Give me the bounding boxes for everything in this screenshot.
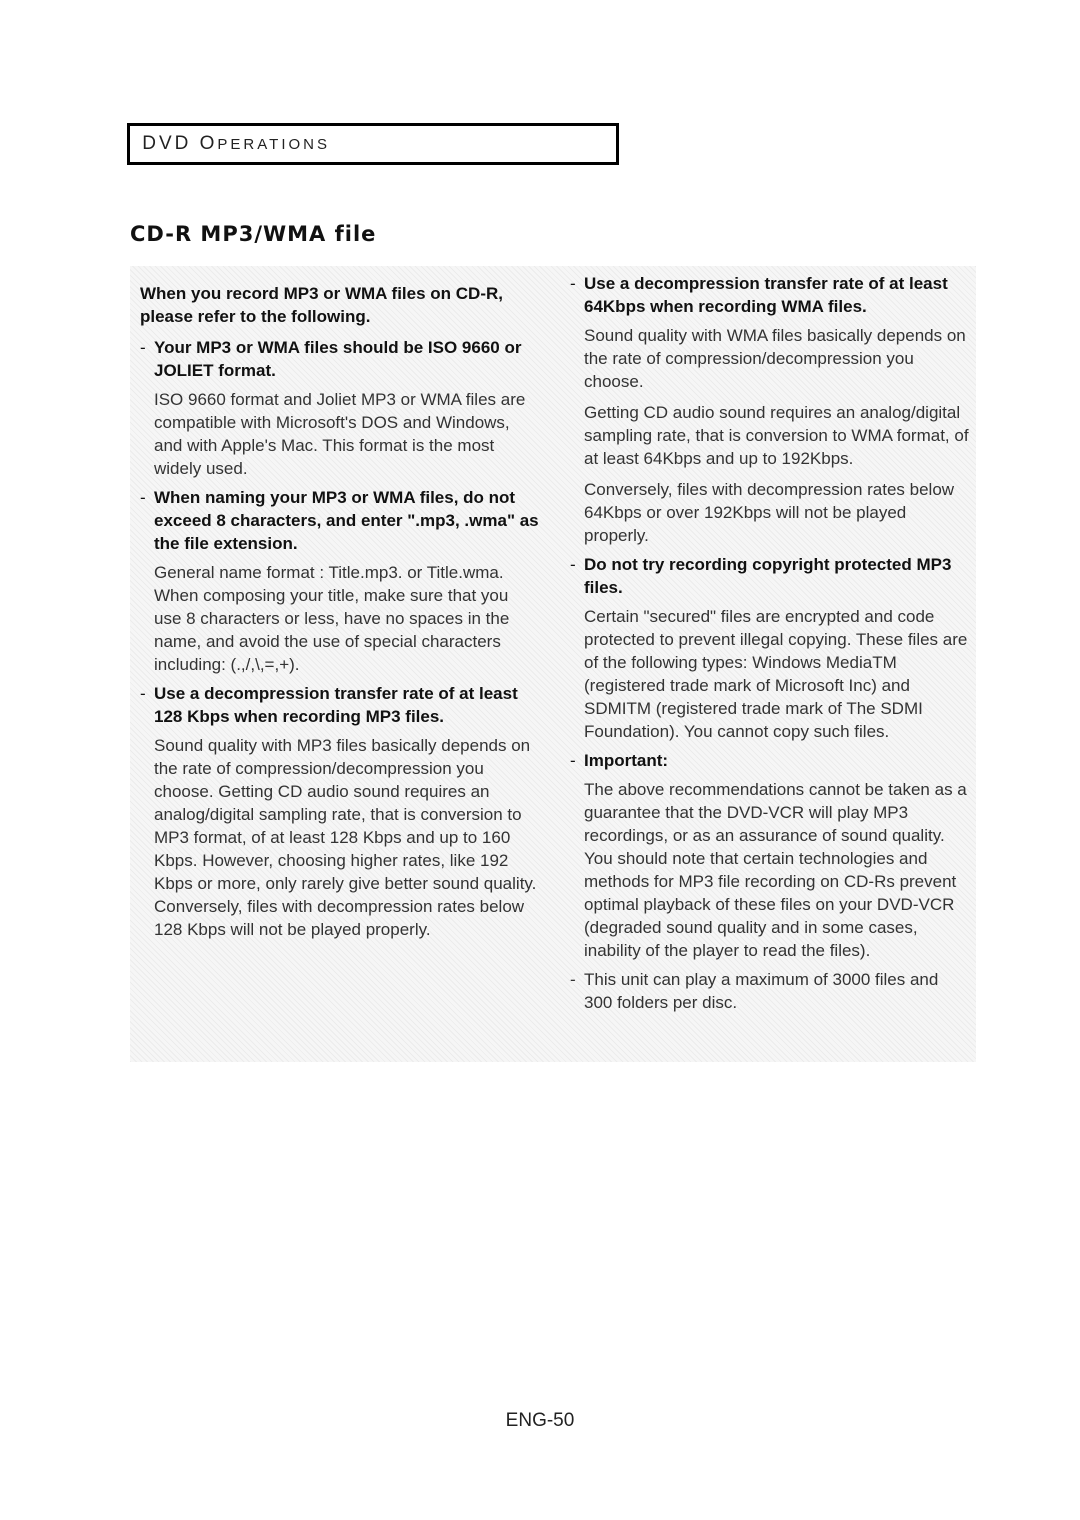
item-heading	[570, 749, 970, 772]
list-item	[570, 553, 970, 743]
item-heading	[140, 682, 540, 728]
item-body	[570, 324, 970, 547]
list-item	[570, 749, 970, 962]
item-body	[140, 388, 540, 480]
item-heading-text: When naming your MP3 or WMA files, do not exceed 8 characters, and enter ".mp3, .wma" as the file extension.	[154, 488, 539, 553]
item-heading-text: Use a decompression transfer rate of at least 64Kbps when recording WMA files.	[584, 274, 948, 316]
item-heading-text: Your MP3 or WMA files should be ISO 9660 or JOLIET format.	[154, 338, 522, 380]
item-body	[140, 734, 540, 941]
item-body	[570, 778, 970, 962]
item-body	[140, 561, 540, 676]
item-paragraph: Certain "secured" files are encrypted and code protected to prevent illegal copying. These files are of the following types: Windows MediaTM (registered trade mark of Microsoft Inc) and SDMITM (registered trade mark of The SDMI Foundation). You cannot copy such files.	[584, 607, 968, 741]
item-heading	[140, 486, 540, 555]
dash-marker: -	[140, 338, 146, 357]
item-heading-text: Important:	[584, 751, 669, 770]
intro-text: When you record MP3 or WMA files on CD-R, please refer to the following.	[140, 284, 503, 326]
list-item	[140, 682, 540, 941]
page-title: CD-R MP3/WMA file	[130, 222, 377, 246]
dash-marker: -	[140, 488, 146, 507]
item-paragraph: General name format : Title.mp3. or Title.wma. When composing your title, make sure that you use 8 characters or less, have no spaces in the name, and avoid the use of special characters including: (.,/,\,=,+).	[154, 563, 510, 674]
list-item	[140, 336, 540, 480]
item-paragraph: ISO 9660 format and Joliet MP3 or WMA files are compatible with Microsoft's DOS and Windows, and with Apple's Mac. This format is the most widely used.	[154, 390, 526, 478]
item-paragraph: The above recommendations cannot be taken as a guarantee that the DVD-VCR will play MP3 recordings, or as an assurance of sound quality. You should note that certain technologies and methods for MP3 file recording on CD-Rs prevent optimal playback of these files on your DVD-VCR (degraded sound quality and in some cases, inability of the player to read the files).	[584, 780, 967, 960]
section-label	[130, 133, 330, 155]
item-heading-text: Use a decompression transfer rate of at least 128 Kbps when recording MP3 files.	[154, 684, 518, 726]
item-body	[570, 605, 970, 743]
item-heading-text: Do not try recording copyright protected MP3 files.	[584, 555, 952, 597]
list-item	[570, 272, 970, 547]
right-column	[570, 272, 970, 1014]
left-column	[140, 282, 540, 947]
final-note	[570, 968, 970, 1014]
item-paragraph: Conversely, files with decompression rates below 64Kbps or over 192Kbps will not be played properly.	[584, 480, 955, 545]
final-note-text: This unit can play a maximum of 3000 files and 300 folders per disc.	[584, 970, 939, 1012]
dash-marker: -	[570, 555, 576, 574]
section-label-rest: PERATIONS	[217, 136, 330, 153]
page-number: ENG-50	[505, 1410, 575, 1431]
section-label-initial: DVD O	[142, 133, 218, 154]
item-paragraph: Sound quality with WMA files basically depends on the rate of compression/decompression you choose.	[584, 326, 966, 391]
dash-marker: -	[570, 751, 576, 770]
item-heading	[570, 272, 970, 318]
dash-marker: -	[140, 684, 146, 703]
item-heading	[570, 553, 970, 599]
item-paragraph: Sound quality with MP3 files basically depends on the rate of compression/decompression you choose. Getting CD audio sound requires an analog/digital sampling rate, that is conversion to MP3 format, of at least 128 Kbps and up to 160 Kbps. However, choosing higher rates, like 192 Kbps or more, only rarely give better sound quality. Conversely, files with decompression rates below 128 Kbps will not be played properly.	[154, 736, 537, 939]
list-item	[140, 486, 540, 676]
item-paragraph: Getting CD audio sound requires an analog/digital sampling rate, that is conversion to WMA format, of at least 64Kbps and up to 192Kbps.	[584, 403, 969, 468]
dash-marker: -	[570, 970, 576, 989]
dash-marker: -	[570, 274, 576, 293]
item-heading	[140, 336, 540, 382]
content-area	[130, 266, 976, 1062]
